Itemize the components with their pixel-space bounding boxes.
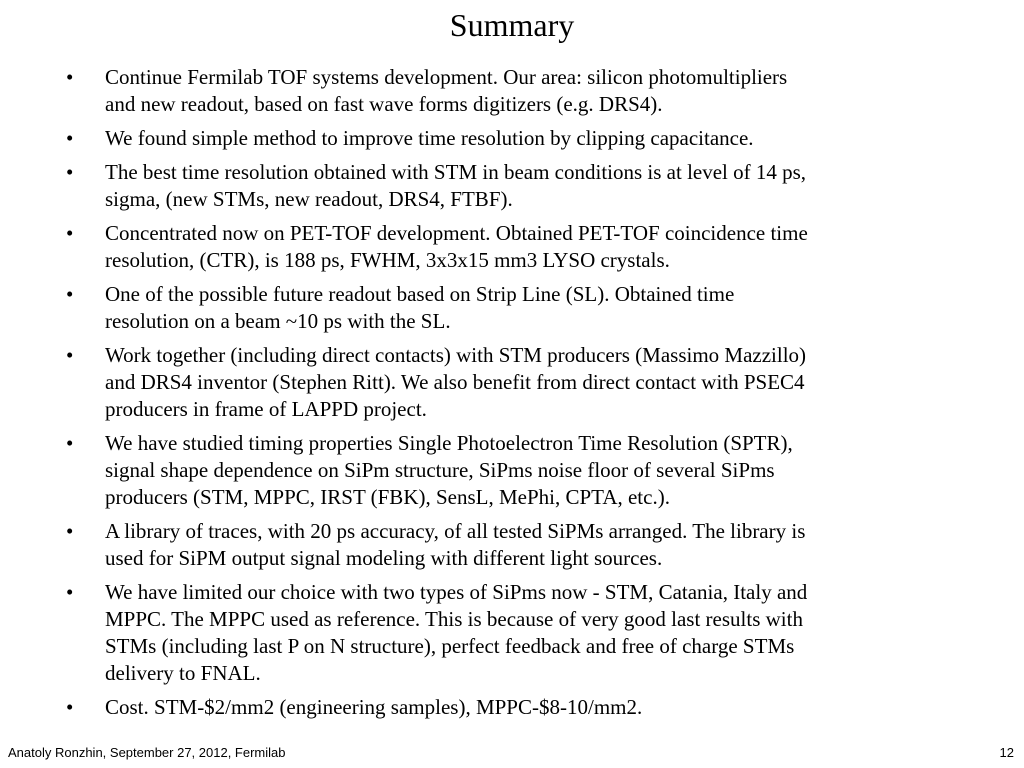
bullet-marker: •: [66, 282, 74, 306]
bullet-marker: •: [66, 519, 74, 543]
bullet-text: Work together (including direct contacts) with STM producers (Massimo Mazzillo) and DRS4 inventor (Stephen Ritt). We also benefit from direct contact with PSEC4 producers in frame of LAPPD project.: [105, 343, 807, 421]
bullet-item: [0, 281, 1024, 335]
footer-author-date: Anatoly Ronzhin, September 27, 2012, Fermilab: [8, 745, 286, 760]
bullet-item: [0, 125, 1024, 152]
bullet-marker: •: [66, 221, 74, 245]
bullet-item: [0, 342, 1024, 423]
bullet-marker: •: [66, 343, 74, 367]
bullet-marker: •: [66, 160, 74, 184]
bullet-marker: •: [66, 695, 74, 719]
bullet-text: Continue Fermilab TOF systems development. Our area: silicon photomultipliers and new readout, based on fast wave forms digitizers (e.g. DRS4).: [105, 65, 788, 116]
bullet-marker: •: [66, 65, 74, 89]
bullet-text: A library of traces, with 20 ps accuracy, of all tested SiPMs arranged. The library is used for SiPM output signal modeling with different light sources.: [105, 519, 806, 570]
bullet-text: One of the possible future readout based on Strip Line (SL). Obtained time resolution on a beam ~10 ps with the SL.: [105, 282, 735, 333]
bullet-text: Cost. STM-$2/mm2 (engineering samples), MPPC-$8-10/mm2.: [105, 695, 643, 719]
bullet-item: [0, 694, 1024, 721]
bullet-item: [0, 518, 1024, 572]
bullet-text: The best time resolution obtained with STM in beam conditions is at level of 14 ps, sigma, (new STMs, new readout, DRS4, FTBF).: [105, 160, 807, 211]
bullet-marker: •: [66, 126, 74, 150]
bullet-item: [0, 64, 1024, 118]
slide-title: Summary: [449, 7, 575, 43]
bullet-item: [0, 220, 1024, 274]
bullet-marker: •: [66, 580, 74, 604]
bullet-item: [0, 430, 1024, 511]
bullet-item: [0, 579, 1024, 687]
bullet-item: [0, 159, 1024, 213]
bullet-text: Concentrated now on PET-TOF development. Obtained PET-TOF coincidence time resolution, (CTR), is 188 ps, FWHM, 3x3x15 mm3 LYSO crystals.: [105, 221, 808, 272]
bullet-marker: •: [66, 431, 74, 455]
bullet-text: We have studied timing properties Single Photoelectron Time Resolution (SPTR), signal shape dependence on SiPm structure, SiPms noise floor of several SiPms producers (STM, MPPC, IRST (FBK), SensL, MePhi, CPTA, etc.).: [105, 431, 793, 509]
page-number: 12: [999, 745, 1014, 760]
bullet-text: We have limited our choice with two types of SiPms now - STM, Catania, Italy and MPPC. The MPPC used as reference. This is because of very good last results with STMs (including last P on N structure), perfect feedback and free of charge STMs delivery to FNAL.: [105, 580, 808, 685]
bullet-list: [0, 64, 1024, 728]
bullet-text: We found simple method to improve time resolution by clipping capacitance.: [105, 126, 754, 150]
